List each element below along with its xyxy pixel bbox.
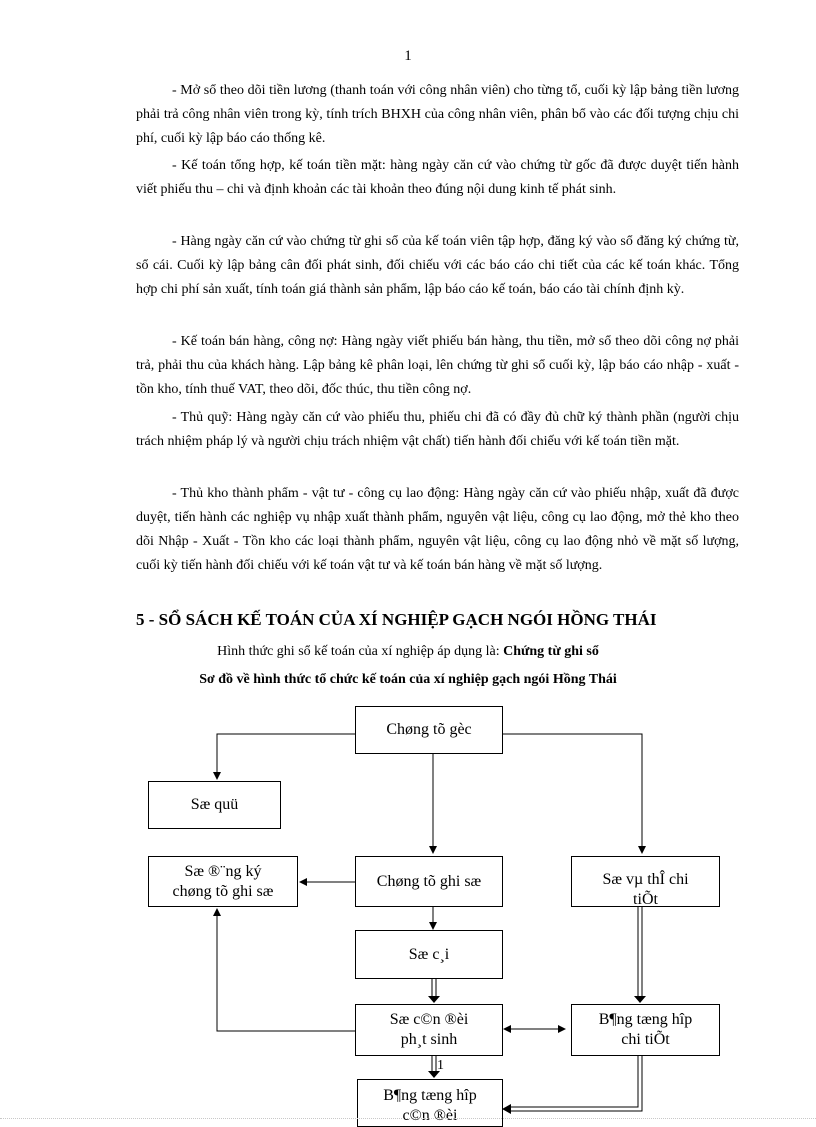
section-heading: 5 - SỔ SÁCH KẾ TOÁN CỦA XÍ NGHIỆP GẠCH NGÓI HỒNG THÁI (136, 610, 657, 629)
box-so-dang-ky-line2: chøng tõ ghi sæ (172, 883, 274, 900)
box-chung-tu-goc (355, 706, 503, 754)
box-so-the-chi-tiet (571, 856, 720, 907)
box-chung-tu-ghi-so-label: Chøng tõ ghi sæ (376, 872, 482, 890)
box-bang-tong-hop-line1: B¶ng tæng hîp (383, 1087, 477, 1104)
arrow-goc-to-chitiet (503, 734, 642, 853)
box-so-the-chi-tiet-line1: Sæ vµ thÎ chi (602, 871, 689, 888)
box-so-quy (148, 781, 281, 829)
box-so-cai (355, 930, 503, 979)
box-so-cai-label: Sæ c¸i (408, 945, 450, 963)
small-page-number: 1 (437, 1058, 444, 1073)
paragraph-daily-vouchers: - Hàng ngày căn cứ vào chứng từ ghi sổ của kế toán viên tập hợp, đăng ký vào sổ đăng ký chứng từ, sổ cái. Cuối kỳ lập bảng cân đối phát sinh, đối chiếu với các báo cáo chi tiết của các kế toán khác. Tổng hợp chi phí sản xuất, tính toán giá thành sản phẩm, lập báo cáo kế toán, báo cáo tài chính định kỳ. (136, 234, 739, 297)
box-so-quy-label: Sæ quü (190, 796, 239, 813)
box-bang-tong-hop-can-doi (357, 1079, 503, 1127)
arrow-goc-to-soquy (217, 734, 355, 779)
box-so-dang-ky (148, 856, 298, 907)
page-bottom-rule (0, 1118, 816, 1119)
box-can-doi-line2: ph¸t sinh (400, 1031, 458, 1048)
paragraph-sales-debt: - Kế toán bán hàng, công nợ: Hàng ngày viết phiếu bán hàng, thu tiền, mở sổ theo dõi công nợ phải trả, phải thu của khách hàng. Lập bảng kê phân loại, lên chứng từ ghi sổ cuối kỳ, lập báo cáo nhập - xuất - tồn kho, tính thuế VAT, theo dõi, đốc thúc, thu tiền công nợ. (136, 334, 739, 397)
box-so-the-chi-tiet-line2: tiÕt (633, 891, 658, 907)
box-chung-tu-goc-label: Chøng tõ gèc (386, 721, 472, 738)
paragraph-warehouse: - Thủ kho thành phẩm - vật tư - công cụ lao động: Hàng ngày căn cứ vào phiếu nhập, xuất đã được duyệt, tiến hành các nghiệp vụ nhập xuất thành phẩm, nguyên vật liệu, công cụ lao động, mở thẻ kho theo dõi Nhập - Xuất - Tồn kho các loại thành phẩm, nguyên vật liệu, công cụ lao động nhỏ về mặt số lượng, cuối kỳ tiến hành đối chiếu với kế toán vật tư và kế toán bán hàng về mặt số lượng. (136, 486, 739, 573)
arrow-tonghop-to-bangtonghop (511, 1056, 638, 1107)
form-line-prefix: Hình thức ghi sổ kế toán của xí nghiệp áp dụng là: (217, 644, 504, 659)
box-chung-tu-ghi-so (355, 856, 503, 907)
box-can-doi-line1: Sæ c©n ®èi (389, 1011, 469, 1028)
box-bang-tong-hop-line2: c©n ®èi (402, 1107, 458, 1124)
page-number: 1 (404, 48, 412, 64)
paragraph-cashier: - Thủ quỹ: Hàng ngày căn cứ vào phiếu thu, phiếu chi đã có đầy đủ chữ ký thành phần (người chịu trách nhiệm pháp lý và người chịu trách nhiệm vật chất) tiến hành đối chiếu với kế toán tiền mặt. (136, 410, 739, 449)
box-tong-hop-chi-tiet-line2: chi tiÕt (621, 1031, 670, 1048)
form-line-bold: Chứng từ ghi sổ (503, 644, 599, 659)
paragraph-salary: - Mở sổ theo dõi tiền lương (thanh toán với công nhân viên) cho từng tổ, cuối kỳ lập bảng tiền lương phải trả công nhân viên trong kỳ, tính trích BHXH của công nhân viên, phân bổ vào các đối tượng chịu chi phí, cuối kỳ lập báo cáo thống kê. (136, 83, 739, 146)
box-so-dang-ky-line1: Sæ ®¨ng ký (184, 863, 262, 880)
paragraph-general-accounting: - Kế toán tổng hợp, kế toán tiền mặt: hàng ngày căn cứ vào chứng từ gốc đã được duyệt tiến hành viết phiếu thu – chi và định khoản các tài khoản theo đúng nội dung kinh tế phát sinh. (136, 158, 739, 197)
arrow-candoi-to-dangky (217, 909, 355, 1031)
box-tong-hop-chi-tiet (571, 1004, 720, 1056)
box-tong-hop-chi-tiet-line1: B¶ng tæng hîp (598, 1011, 693, 1028)
box-can-doi-phat-sinh (355, 1004, 503, 1056)
diagram-title: Sơ đồ về hình thức tổ chức kế toán của xí nghiệp gạch ngói Hồng Thái (199, 672, 617, 687)
